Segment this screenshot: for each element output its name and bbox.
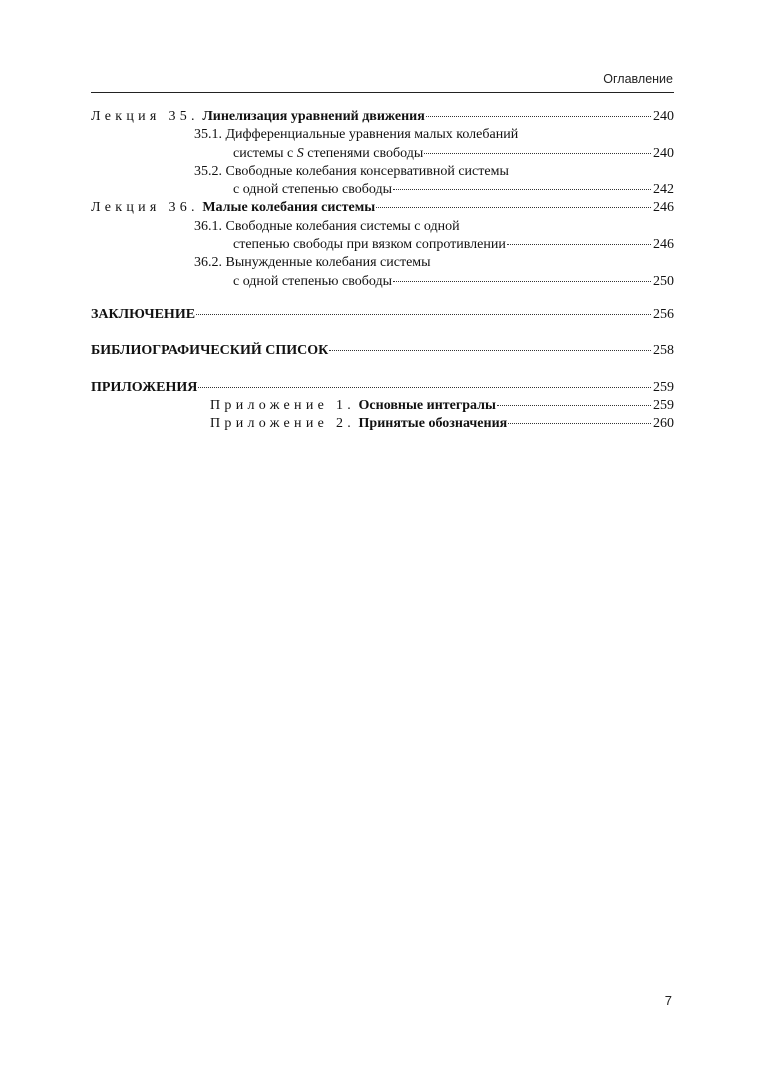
toc-entry-bibliography[interactable]: [91, 342, 674, 360]
dot-leader: [393, 281, 651, 282]
toc-entry-section-35-1[interactable]: [91, 145, 674, 163]
section-35-2-line-1: 35.2. Свободные колебания консервативной системы: [194, 163, 509, 179]
toc-entry-appendix-1[interactable]: [91, 397, 674, 415]
toc-entry-section-35-2[interactable]: [91, 181, 674, 199]
dot-leader: [507, 244, 651, 245]
section-36-2-page: 250: [653, 273, 674, 289]
section-35-1-page: 240: [653, 145, 674, 161]
lecture-35-page: 240: [653, 109, 674, 124]
dot-leader: [426, 116, 651, 117]
dot-leader: [198, 387, 651, 388]
section-35-1-line-2-suffix: степенями свободы: [303, 145, 424, 161]
appendices-page: 259: [653, 379, 674, 395]
section-35-1-line-1: 35.1. Дифференциальные уравнения малых колебаний: [194, 127, 519, 143]
section-36-2-line-2: с одной степенью свободы: [233, 273, 392, 289]
appendices-title: ПРИЛОЖЕНИЯ: [91, 379, 198, 395]
dot-leader: [424, 153, 651, 154]
appendix-2-page: 260: [653, 416, 674, 432]
dot-leader: [329, 350, 651, 351]
appendix-1-page: 259: [653, 397, 674, 413]
conclusion-title: ЗАКЛЮЧЕНИЕ: [91, 306, 196, 322]
page-number: 7: [664, 993, 672, 1008]
running-head-title: Оглавление: [603, 72, 673, 86]
bibliography-title: БИБЛИОГРАФИЧЕСКИЙ СПИСОК: [91, 343, 329, 359]
bibliography-page: 258: [653, 343, 674, 359]
dot-leader: [393, 189, 651, 190]
section-36-1-page: 246: [653, 237, 674, 253]
header-rule: [91, 92, 674, 93]
lecture-35-title: Линелизация уравнений движения: [202, 109, 425, 124]
appendix-2-label: Приложение 2.: [210, 416, 356, 432]
section-36-1-line-1: 36.1. Свободные колебания системы с одной: [194, 218, 460, 234]
section-35-2-line-2: с одной степенью свободы: [233, 182, 392, 198]
dot-leader: [497, 405, 651, 406]
appendix-1-label: Приложение 1.: [210, 397, 356, 413]
dot-leader: [376, 207, 651, 208]
section-35-1-variable: S: [296, 145, 304, 161]
section-35-2-page: 242: [653, 182, 674, 198]
lecture-36-page: 246: [653, 200, 674, 216]
appendix-2-title: Принятые обозначения: [358, 416, 508, 432]
toc-entry-section-36-2[interactable]: [91, 273, 674, 291]
lecture-36-label: Лекция 36.: [91, 200, 199, 216]
toc-entry-appendix-2[interactable]: [91, 415, 674, 433]
toc-entry-lecture-36[interactable]: [91, 199, 674, 217]
lecture-35-label: Лекция 35.: [91, 109, 199, 124]
section-35-1-line-2-prefix: системы с: [233, 145, 297, 161]
toc-entry-conclusion[interactable]: [91, 306, 674, 324]
dot-leader: [196, 314, 651, 315]
lecture-36-title: Малые колебания системы: [202, 200, 376, 216]
toc-entry-section-36-1[interactable]: [91, 236, 674, 254]
dot-leader: [508, 423, 651, 424]
appendix-1-title: Основные интегралы: [358, 397, 496, 413]
section-36-1-line-2: степенью свободы при вязком сопротивлении: [233, 237, 506, 253]
toc-entry-appendices[interactable]: [91, 379, 674, 397]
conclusion-page: 256: [653, 306, 674, 322]
table-of-contents: [91, 108, 674, 433]
toc-entry-lecture-35[interactable]: [91, 108, 674, 126]
section-36-2-line-1: 36.2. Вынужденные колебания системы: [194, 255, 431, 271]
